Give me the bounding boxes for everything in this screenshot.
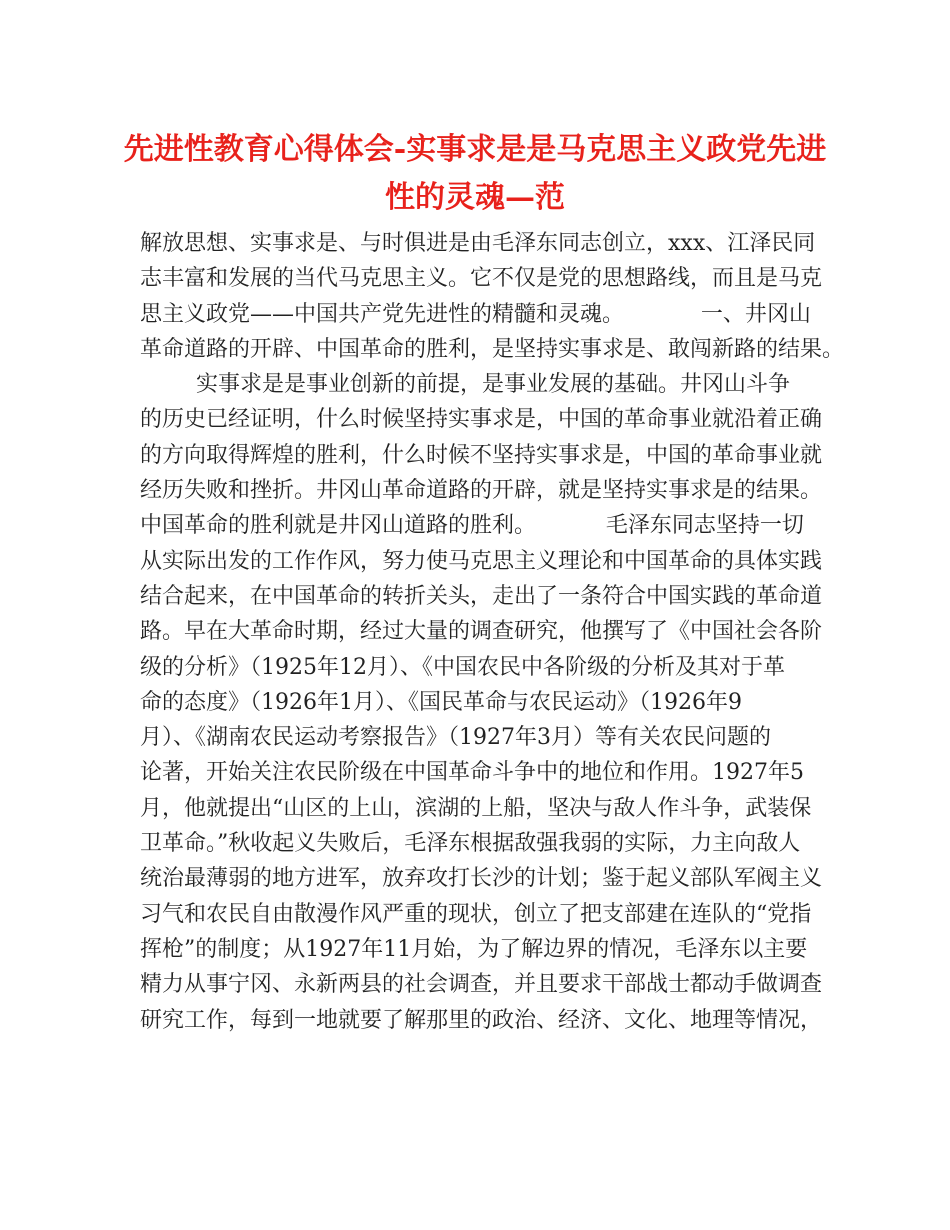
document-title <box>120 126 830 222</box>
body-line: 挥枪”的制度；从1927年11月始，为了解边界的情况，毛泽东以主要 <box>140 936 808 962</box>
body-line: 研究工作，每到一地就要了解那里的政治、经济、文化、地理等情况， <box>140 1007 823 1033</box>
body-line: 卫革命。”秋收起义失败后，毛泽东根据敌强我弱的实际，力主向敌人 <box>140 831 801 857</box>
body-line: 精力从事宁冈、永新两县的社会调查，并且要求干部战士都动手做调查 <box>140 972 823 998</box>
body-line: 的历史已经证明，什么时候坚持实事求是，中国的革命事业就沿着正确 <box>140 407 823 433</box>
body-line: 从实际出发的工作作风，努力使马克思主义理论和中国革命的具体实践 <box>140 548 823 574</box>
body-line: 统治最薄弱的地方进军，放弃攻打长沙的计划；鉴于起义部队军阀主义 <box>140 866 823 892</box>
body-line: 经历失败和挫折。井冈山革命道路的开辟，就是坚持实事求是的结果。 <box>140 478 823 504</box>
body-line: 级的分析》（1925年12月）、《中国农民中各阶级的分析及其对于革 <box>140 654 785 680</box>
title-line: 性的灵魂—范 <box>385 180 565 215</box>
title-line: 先进性教育心得体会-实事求是是马克思主义政党先进 <box>123 132 827 167</box>
body-line: 的方向取得辉煌的胜利，什么时候不坚持实事求是，中国的革命事业就 <box>140 442 823 468</box>
body-line: 志丰富和发展的当代马克思主义。它不仅是党的思想路线，而且是马克 <box>140 266 823 292</box>
document-body <box>140 226 845 1038</box>
body-line: 月）、《湖南农民运动考察报告》（1927年3月）等有关农民问题的 <box>140 725 771 751</box>
body-line: 革命道路的开辟、中国革命的胜利，是坚持实事求是、敢闯新路的结果。 <box>140 336 845 362</box>
body-line: 实事求是是事业创新的前提，是事业发展的基础。井冈山斗争 <box>140 372 790 398</box>
body-line: 命的态度》（1926年1月）、《国民革命与农民运动》（1926年9 <box>140 689 742 715</box>
body-line: 论著，开始关注农民阶级在中国革命斗争中的地位和作用。1927年5 <box>140 760 804 786</box>
body-line: 月，他就提出“山区的上山，滨湖的上船，坚决与敌人作斗争，武装保 <box>140 795 812 821</box>
body-line: 思主义政党——中国共产党先进性的精髓和灵魂。 一、井冈山 <box>140 301 811 327</box>
body-line: 路。早在大革命时期，经过大量的调查研究，他撰写了《中国社会各阶 <box>140 619 823 645</box>
body-line: 结合起来，在中国革命的转折关头，走出了一条符合中国实践的革命道 <box>140 583 823 609</box>
body-line: 解放思想、实事求是、与时俱进是由毛泽东同志创立，xxx、江泽民同 <box>140 231 816 256</box>
body-line: 中国革命的胜利就是井冈山道路的胜利。 毛泽东同志坚持一切 <box>140 513 804 539</box>
body-line: 习气和农民自由散漫作风严重的现状，创立了把支部建在连队的“党指 <box>140 901 812 927</box>
